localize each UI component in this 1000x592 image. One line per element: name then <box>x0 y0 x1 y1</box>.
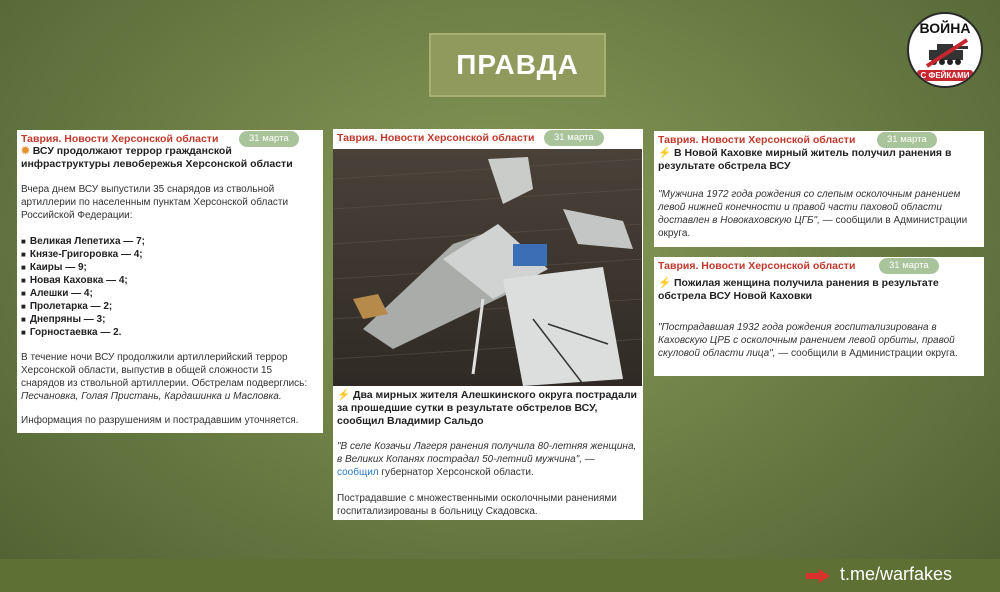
channel-link[interactable]: t.me/warfakes <box>840 564 953 584</box>
list-item: ■ Алешки — 4; <box>21 287 317 300</box>
card-headline <box>337 389 637 428</box>
headline-text: Два мирных жителя Алешкинского округа пострадали за прошедшие сутки в результате обстрелов ВСУ, сообщил Владимир Сальдо <box>337 389 637 427</box>
quote-text: "В селе Козачьи Лагеря ранения получила 80-летняя женщина, в Великих Копанях пострадал 50-летний мужчина", <box>337 441 637 465</box>
card-quote <box>658 321 978 360</box>
lightning-icon: ⚡ <box>337 389 351 401</box>
card-note: Информация по разрушениям и пострадавшим уточняется. <box>21 415 299 426</box>
card-quote <box>337 440 637 479</box>
attribution-text: — сообщили в Администрации округа. <box>775 348 958 359</box>
towns-list <box>21 235 317 339</box>
lightning-icon: ⚡ <box>658 147 672 159</box>
list-item: ■ Великая Лепетиха — 7; <box>21 235 317 248</box>
list-item: ■ Днепряны — 3; <box>21 313 317 326</box>
card-date: 31 марта <box>879 258 939 274</box>
list-item: ■ Горностаевка — 2. <box>21 326 317 339</box>
page-banner <box>429 33 606 97</box>
banner-title: ПРАВДА <box>456 49 579 80</box>
quote-text: "Пострадавшая 1932 года рождения госпитализирована в Каховскую ЦРБ с осколочным ранением левой орбиты, правой скуловой области лица", <box>658 322 955 359</box>
source-link[interactable]: сообщил <box>337 467 379 478</box>
tank-icon <box>923 38 971 68</box>
lightning-icon: ⚡ <box>658 277 672 289</box>
attribution-text: — сообщили в Администрации округа. <box>658 215 968 239</box>
card-paragraph: Пострадавшие с множественными осколочными ранениями госпитализированы в больницу Скадовска. <box>337 493 617 517</box>
card-date: 31 марта <box>877 132 937 148</box>
card-headline <box>21 145 317 171</box>
card-source: Таврия. Новости Херсонской области <box>658 134 856 146</box>
card-date: 31 марта <box>544 130 604 146</box>
list-item: ■ Каиры — 9; <box>21 261 317 274</box>
news-card-1 <box>17 130 323 433</box>
card-intro: Вчера днем ВСУ выпустили 35 снарядов из ствольной артиллерии по населенным пунктам Херсонской области Российской Федерации: <box>21 184 289 221</box>
card-source: Таврия. Новости Херсонской области <box>21 133 219 145</box>
paragraph-text: В течение ночи ВСУ продолжили артиллерийский террор Херсонской области, выпустив в общей сложности 15 снарядов из ствольной артиллерии. Обстрелам подверглись: <box>21 352 308 389</box>
quote-text: "Мужчина 1972 года рождения со слепым осколочным ранением левой нижней конечности и правой части паховой области доставлен в Новокаховскую ЦГБ", <box>658 189 961 226</box>
card-quote <box>658 188 978 240</box>
paragraph-italic: Песчановка, Голая Пристань, Кардашинка и Масловка. <box>21 391 282 402</box>
star-badge-icon: ✹ <box>21 145 30 157</box>
news-card-2 <box>333 129 643 520</box>
card-source: Таврия. Новости Херсонской области <box>337 132 535 144</box>
dash-text: — <box>582 454 595 465</box>
headline-text: ВСУ продолжают террор гражданской инфраструктуры левобережья Херсонской области <box>21 145 293 170</box>
card-headline <box>658 277 978 303</box>
logo-bottom-text: С ФЕЙКАМИ <box>917 70 973 81</box>
list-item: ■ Пролетарка — 2; <box>21 300 317 313</box>
card-source: Таврия. Новости Херсонской области <box>658 260 856 272</box>
list-item: ■ Новая Каховка — 4; <box>21 274 317 287</box>
news-card-4 <box>654 257 984 376</box>
card-date: 31 марта <box>239 131 299 147</box>
news-card-3 <box>654 131 984 247</box>
headline-text: В Новой Каховке мирный житель получил ранения в результате обстрела ВСУ <box>658 147 952 172</box>
arrow-right-icon <box>806 569 830 583</box>
card-paragraph <box>21 351 317 403</box>
headline-text: Пожилая женщина получила ранения в результате обстрела ВСУ Новой Каховки <box>658 277 939 302</box>
logo-top-text: ВОЙНА <box>919 20 971 36</box>
channel-logo <box>907 12 983 88</box>
list-item: ■ Князе-Григоровка — 4; <box>21 248 317 261</box>
attribution-text: губернатор Херсонской области. <box>378 467 534 478</box>
card-headline <box>658 147 978 173</box>
drone-wreck-photo <box>333 149 642 386</box>
